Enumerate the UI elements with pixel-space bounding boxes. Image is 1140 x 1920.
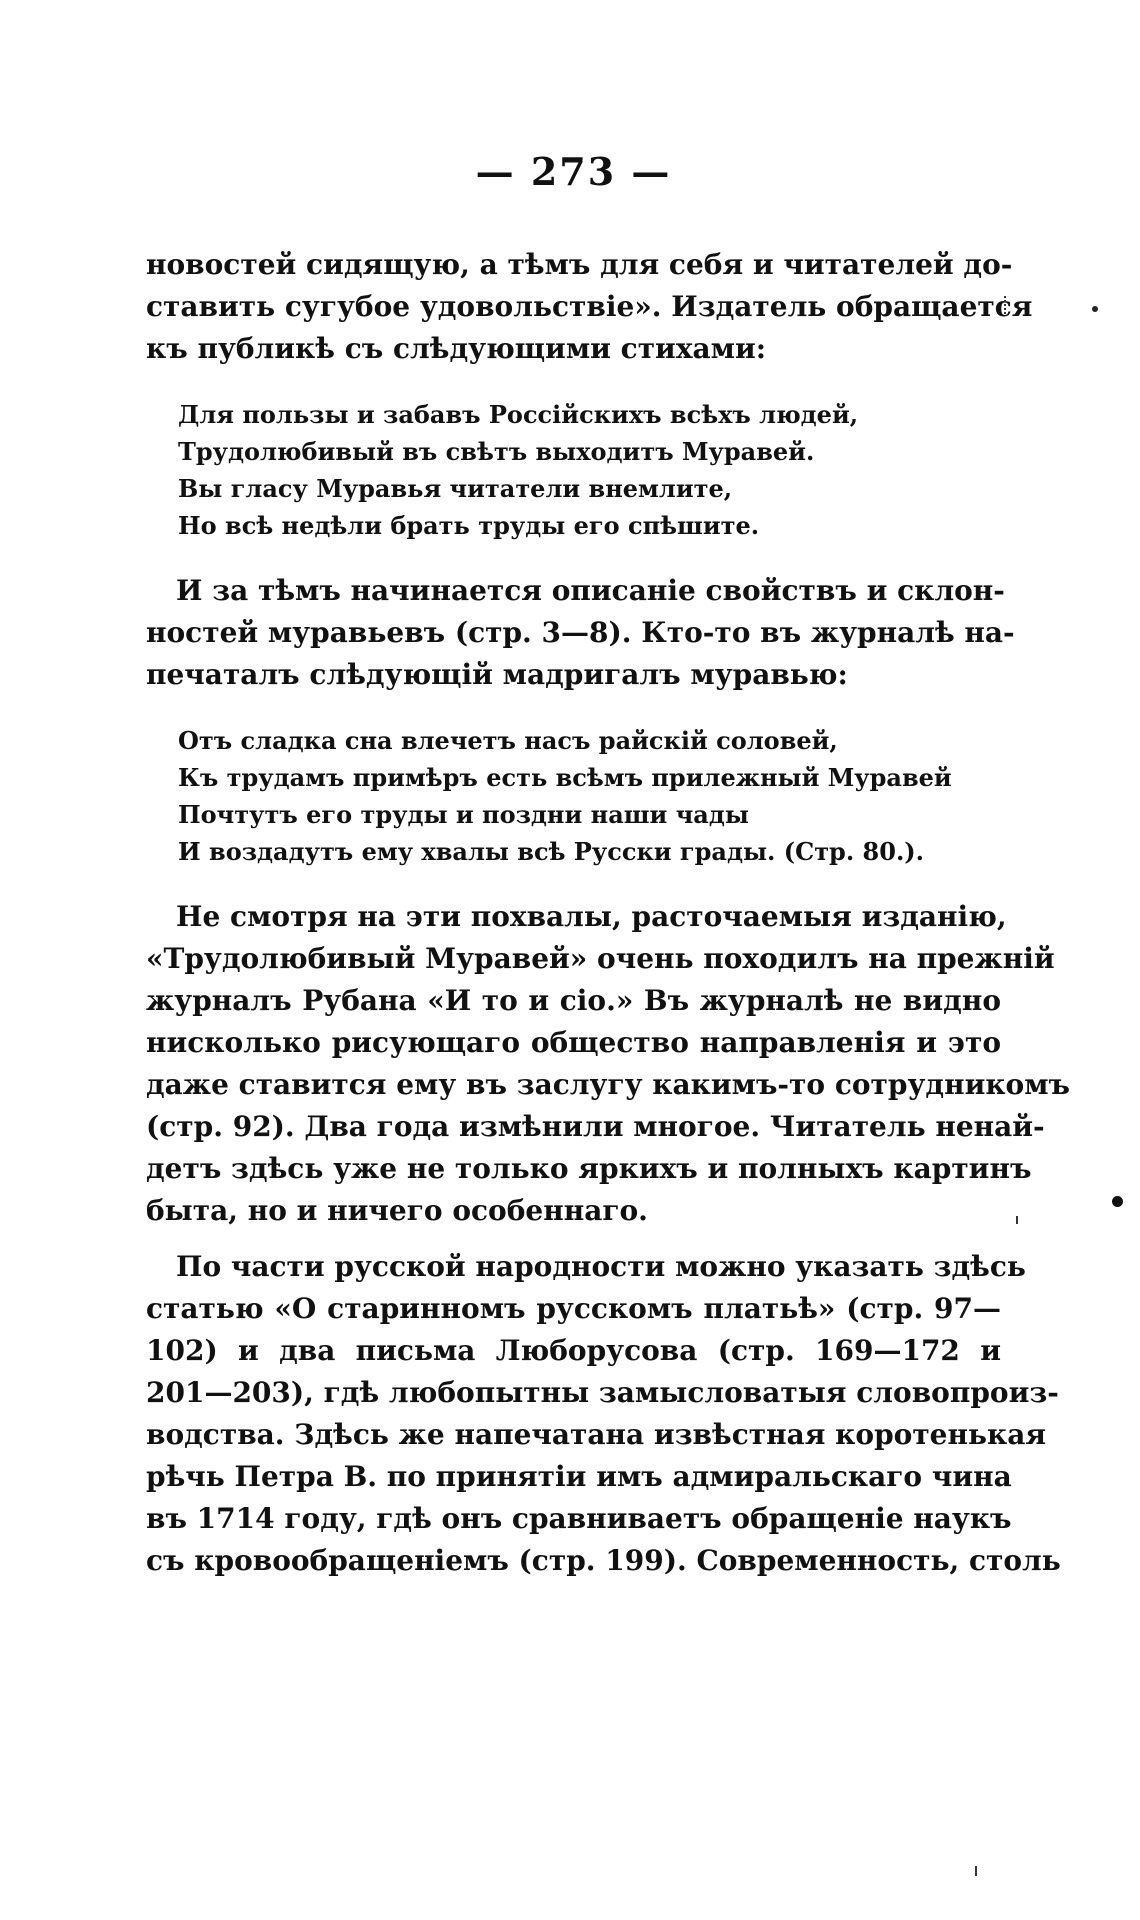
text-line: даже ставится ему въ заслугу какимъ-то сотрудникомъ <box>146 1068 1071 1101</box>
text-line: ставить сугубое удовольствіе». Издатель обращается <box>146 290 1033 323</box>
verse-line: И воздадутъ ему хвалы всѣ Русски грады. (Стр. 80.). <box>178 837 925 866</box>
paragraph-3 <box>146 896 1071 1232</box>
text-line: къ публикѣ съ слѣдующими стихами: <box>146 332 767 365</box>
verse-line: Отъ сладка сна влечетъ насъ райскій соловей, <box>178 726 838 755</box>
book-page <box>146 149 1071 1582</box>
verse-line: Но всѣ недѣли брать труды его спѣшите. <box>178 511 760 540</box>
verse-line: Вы гласу Муравья читатели внемлите, <box>178 474 733 503</box>
paragraph-2 <box>146 570 1015 696</box>
text-line: По части русской народности можно указать здѣсь <box>176 1250 1026 1283</box>
verse-line: Трудолюбивый въ свѣтъ выходитъ Муравей. <box>178 437 815 466</box>
text-line: журналъ Рубана «И то и сіо.» Въ журналѣ не видно <box>146 984 1001 1017</box>
paragraph-4 <box>146 1246 1061 1582</box>
text-line: детъ здѣсь уже не только яркихъ и полныхъ картинъ <box>146 1152 1032 1185</box>
paragraph-1 <box>146 244 1033 370</box>
text-line: съ кровообращеніемъ (стр. 199). Современность, столь <box>146 1544 1061 1577</box>
text-line: «Трудолюбивый Муравей» очень походилъ на прежній <box>146 942 1055 975</box>
text-line: быта, но и ничего особеннаго. <box>146 1194 648 1227</box>
text-line: 201—203), гдѣ любопытны замысловатыя словопроиз- <box>146 1376 1059 1409</box>
text-line: рѣчь Петра В. по принятіи имъ адмиральскаго чина <box>146 1460 1012 1493</box>
page-number: — 273 — <box>475 149 672 194</box>
text-line: И за тѣмъ начинается описаніе свойствъ и склон- <box>176 574 1005 607</box>
text-line: (стр. 92). Два года измѣнили многое. Читатель ненай- <box>146 1110 1045 1143</box>
scan-speck <box>1004 296 1009 314</box>
verse-1 <box>178 396 1001 544</box>
text-line: нисколько рисующаго общество направленія и это <box>146 1026 1001 1059</box>
text-line: печаталъ слѣдующій мадригалъ муравью: <box>146 658 848 691</box>
text-line: водства. Здѣсь же напечатана извѣстная коротенькая <box>146 1418 1047 1451</box>
text-line: статью «О старинномъ русскомъ платьѣ» (стр. 97— <box>146 1292 1001 1325</box>
verse-line: Почтутъ его труды и поздни наши чады <box>178 800 749 829</box>
scan-speck <box>1092 306 1098 312</box>
text-line: ностей муравьевъ (стр. 3—8). Кто-то въ журналѣ на- <box>146 616 1015 649</box>
text-line: 102) и два письма Люборусова (стр. 169—172 и <box>146 1334 1001 1367</box>
scan-speck <box>1016 1216 1018 1224</box>
text-line: въ 1714 году, гдѣ онъ сравниваетъ обращеніе наукъ <box>146 1502 1012 1535</box>
verse-2 <box>178 722 1001 870</box>
verse-line: Къ трудамъ примѣръ есть всѣмъ прилежный Муравей <box>178 763 952 792</box>
paragraph-gap <box>146 1232 1001 1246</box>
text-line: Не смотря на эти похвалы, расточаемыя изданію, <box>176 900 1007 933</box>
scan-speck <box>1112 1196 1123 1207</box>
verse-line: Для пользы и забавъ Россійскихъ всѣхъ людей, <box>178 400 859 429</box>
text-line: новостей сидящую, а тѣмъ для себя и читателей до- <box>146 248 1013 281</box>
scan-speck <box>975 1866 977 1876</box>
